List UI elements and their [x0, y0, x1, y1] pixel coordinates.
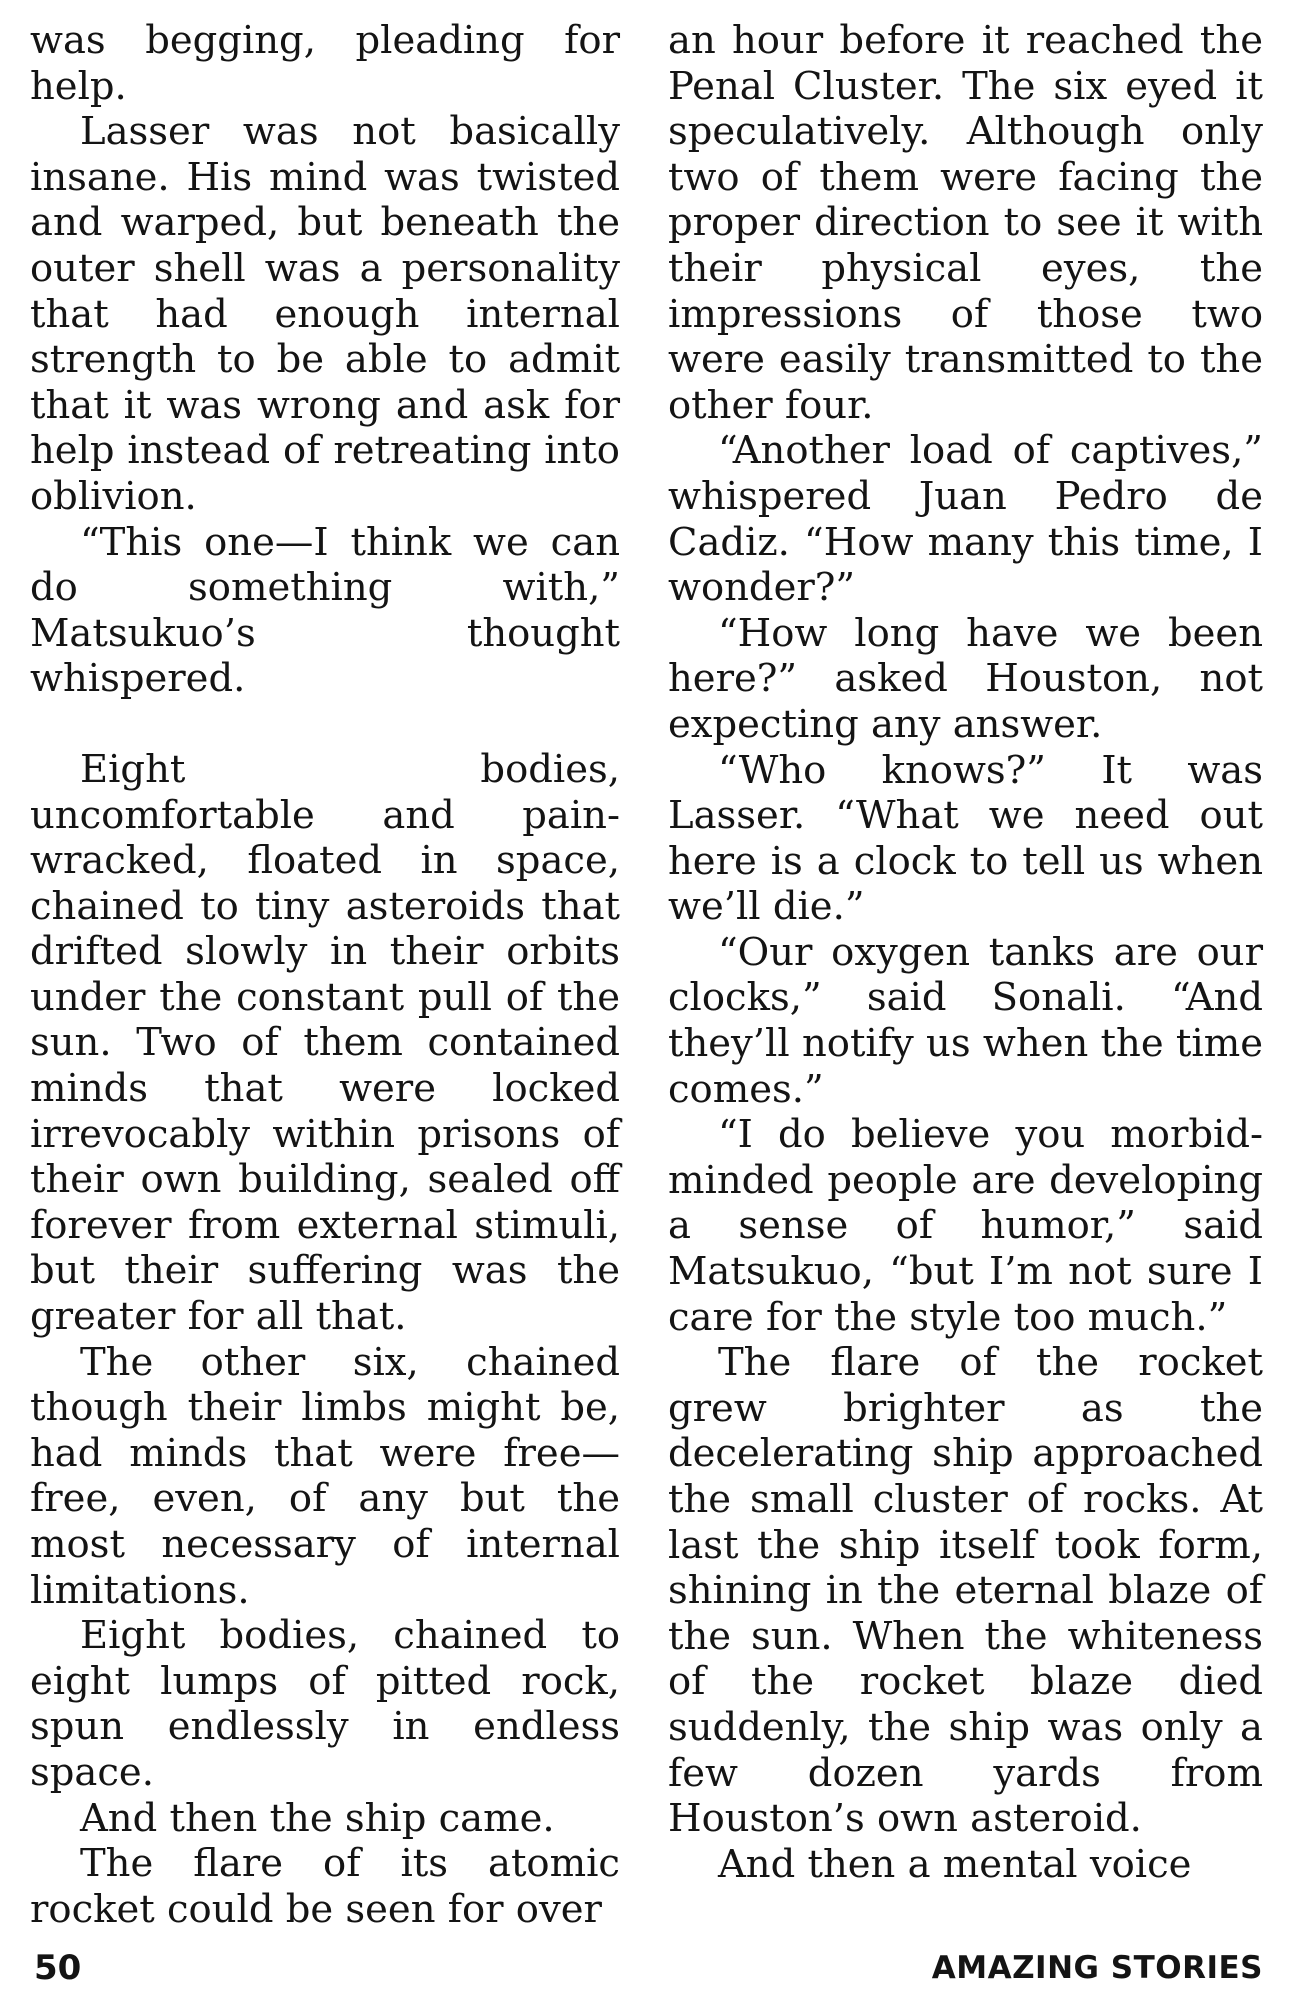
page-number: 50 — [34, 1948, 82, 1988]
paragraph: “Another load of captives,” whispered Juan Pedro de Cadiz. “How many this time, I wonder?” — [668, 428, 1263, 611]
paragraph: Eight bodies, chained to eight lumps of pitted rock, spun endlessly in endless space. — [30, 1613, 620, 1795]
right-column — [668, 18, 1263, 1887]
paragraph: “Who knows?” It was Lasser. “What we need out here is a clock to tell us when we’ll die.” — [668, 747, 1263, 930]
paragraph: The flare of its atomic rocket could be seen for over — [30, 1841, 620, 1932]
page-footer — [30, 1948, 1263, 1988]
paragraph: “How long have we been here?” asked Houston, not expecting any answer. — [668, 610, 1263, 747]
left-column — [30, 18, 620, 1932]
paragraph: The flare of the rocket grew brighter as the decelerating ship approached the small cluster of rocks. At last the ship itself took form, shining in the eternal blaze of the sun. When the whiteness of the rocket blaze died suddenly, the ship was only a few dozen yards from Houston’s own asteroid. — [668, 1340, 1263, 1842]
paragraph: “I do believe you morbid-minded people are developing a sense of humor,” said Matsukuo, “but I’m not sure I care for the style too much.” — [668, 1112, 1263, 1340]
paragraph: was begging, pleading for help. — [30, 18, 620, 109]
magazine-name: AMAZING STORIES — [931, 1950, 1263, 1986]
paragraph: And then a mental voice — [718, 1841, 1192, 1887]
paragraph: Lasser was not basically insane. His mind was twisted and warped, but beneath the outer shell was a personality that had enough internal strength to be able to admit that it was wrong and ask for help instead of retreating into oblivion. — [30, 109, 620, 519]
paragraph: “This one—I think we can do something with,” Matsukuo’s thought whispered. — [30, 519, 620, 702]
paragraph: And then the ship came. — [80, 1795, 555, 1841]
paragraph: Eight bodies, uncomfortable and pain-wracked, floated in space, chained to tiny asteroids that drifted slowly in their orbits under the constant pull of the sun. Two of them contained minds that were locked irrevocably within prisons of their own building, sealed off forever from external stimuli, but their suffering was the greater for all that. — [30, 746, 620, 1340]
paragraph: “Our oxygen tanks are our clocks,” said Sonali. “And they’ll notify us when the time comes.” — [668, 929, 1263, 1112]
paragraph: The other six, chained though their limbs might be, had minds that were free—free, even, of any but the most necessary of internal limitations. — [30, 1339, 620, 1613]
paragraph: an hour before it reached the Penal Cluster. The six eyed it speculatively. Although only two of them were facing the proper direction to see it with their physical eyes, the impressions of those two were easily transmitted to the other four. — [668, 18, 1263, 428]
